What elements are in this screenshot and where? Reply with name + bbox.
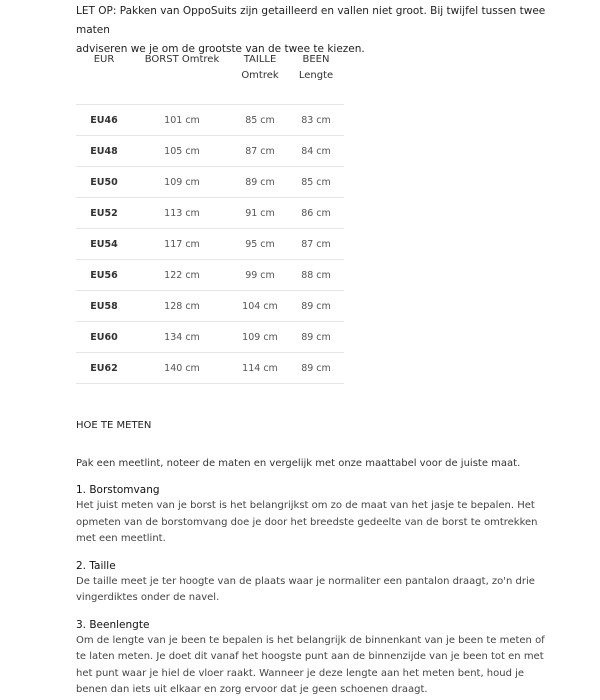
borst-cell: 109 cm (132, 167, 232, 198)
table-row (76, 322, 344, 353)
measure-body: De taille meet je ter hoogte van de plaats waar je normaliter een pantalon draagt, zo'n drie vingerdiktes onder de navel. (76, 575, 535, 603)
table-row (76, 260, 344, 291)
eu-cell: EU56 (76, 260, 132, 291)
table-row (76, 198, 344, 229)
header-eur: EUR (76, 52, 132, 105)
taille-cell: 85 cm (232, 105, 288, 136)
borst-cell: 134 cm (132, 322, 232, 353)
header-taille: TAILLE Omtrek (232, 52, 288, 105)
size-note (76, 2, 576, 59)
eu-cell: EU58 (76, 291, 132, 322)
been-cell: 85 cm (288, 167, 344, 198)
table-row (76, 291, 344, 322)
been-cell: 88 cm (288, 260, 344, 291)
measure-body: Om de lengte van je been te bepalen is het belangrijk de binnenkant van je been te meten of te laten meten. Je doet dit vanaf het hoogste punt aan de binnenzijde van je been tot en met het punt waar je hiel de vloer raakt. Wanneer je deze lengte aan het meten bent, houd je benen dan iets uit elkaar en zorg ervoor dat je geen schoenen draagt. (76, 634, 545, 695)
borst-cell: 117 cm (132, 229, 232, 260)
been-cell: 89 cm (288, 322, 344, 353)
measure-heading: 1. Borstomvang (76, 484, 160, 496)
eu-cell: EU60 (76, 322, 132, 353)
been-cell: 83 cm (288, 105, 344, 136)
borst-cell: 140 cm (132, 353, 232, 384)
taille-cell: 109 cm (232, 322, 288, 353)
measure-heading: 3. Beenlengte (76, 618, 150, 631)
been-cell: 84 cm (288, 136, 344, 167)
table-row (76, 229, 344, 260)
taille-cell: 114 cm (232, 353, 288, 384)
size-note-line-2: adviseren we je om de grootste van de twee te kiezen. (76, 43, 365, 55)
been-cell: 87 cm (288, 229, 344, 260)
measure-body: Het juist meten van je borst is het belangrijkst om zo de maat van het jasje te bepalen. Het opmeten van de borstomvang doe je door het breedste gedeelte van de borst te omtrekken met een meetlint. (76, 500, 538, 544)
taille-cell: 99 cm (232, 260, 288, 291)
eu-cell: EU50 (76, 167, 132, 198)
borst-cell: 122 cm (132, 260, 232, 291)
table-row (76, 105, 344, 136)
been-cell: 86 cm (288, 198, 344, 229)
borst-cell: 105 cm (132, 136, 232, 167)
table-row (76, 353, 344, 384)
eu-cell: EU54 (76, 229, 132, 260)
size-table (76, 52, 344, 384)
eu-cell: EU62 (76, 353, 132, 384)
taille-cell: 104 cm (232, 291, 288, 322)
eu-cell: EU52 (76, 198, 132, 229)
size-table-header (76, 52, 344, 105)
been-cell: 89 cm (288, 291, 344, 322)
how-to-measure-lead: Pak een meetlint, noteer de maten en vergelijk met onze maattabel voor de juiste maat. (76, 458, 521, 469)
how-to-measure-title: HOE TE METEN (76, 420, 152, 431)
table-row (76, 167, 344, 198)
taille-cell: 95 cm (232, 229, 288, 260)
measure-heading: 2. Taille (76, 559, 116, 572)
eu-cell: EU46 (76, 105, 132, 136)
taille-cell: 87 cm (232, 136, 288, 167)
taille-cell: 91 cm (232, 198, 288, 229)
borst-cell: 128 cm (132, 291, 232, 322)
table-row (76, 136, 344, 167)
been-cell: 89 cm (288, 353, 344, 384)
borst-cell: 113 cm (132, 198, 232, 229)
size-note-line-1: LET OP: Pakken van OppoSuits zijn getailleerd en vallen niet groot. Bij twijfel tussen twee maten (76, 5, 546, 36)
how-to-measure-section (76, 420, 556, 699)
header-borst: BORST Omtrek (132, 52, 232, 105)
borst-cell: 101 cm (132, 105, 232, 136)
header-been: BEEN Lengte (288, 52, 344, 105)
eu-cell: EU48 (76, 136, 132, 167)
taille-cell: 89 cm (232, 167, 288, 198)
